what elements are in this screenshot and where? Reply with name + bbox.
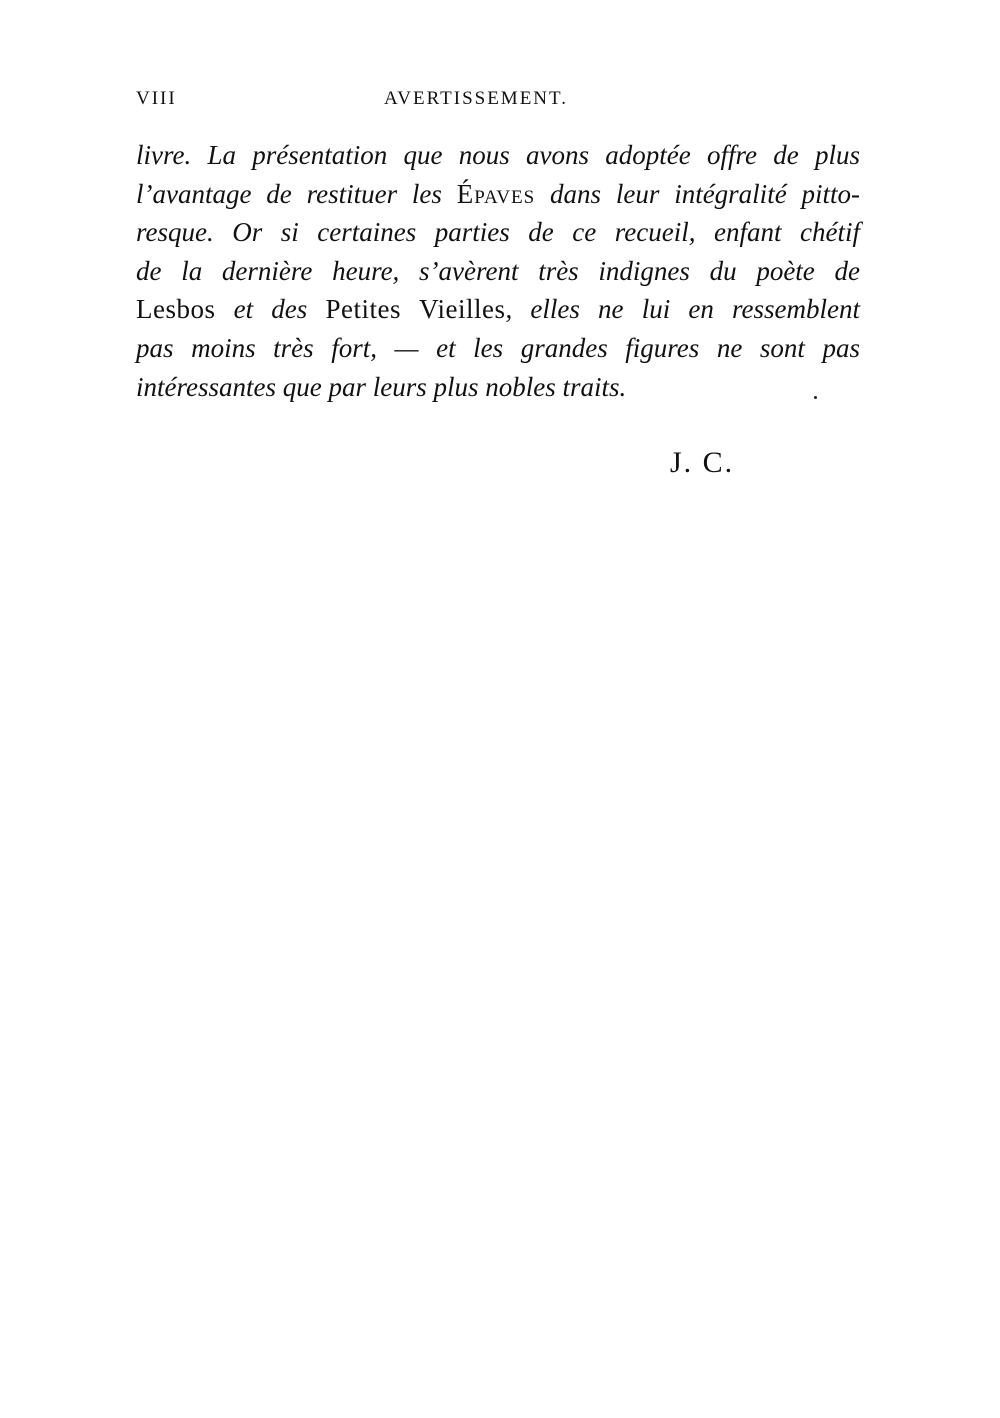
text-segment: intéressantes que par leurs plus nobles traits. [136,371,627,402]
running-head [136,88,860,114]
small-caps-title: Épaves [456,178,536,209]
text-segment: et des [215,294,326,325]
text-line-5 [136,290,860,329]
text-segment: dans leur intégralité pitto- [535,178,860,209]
text-line-6 [136,329,860,368]
poem-title-petites-vieilles: Petites Vieilles [325,294,506,325]
text-segment: l’avantage de restituer les [136,178,457,209]
text-segment: de la dernière heure, s’avèrent très indignes du poète de [136,255,860,286]
signature-initials: J. C. [670,446,735,479]
body-paragraph [136,136,860,406]
text-line-4 [136,252,860,291]
text-line-3 [136,213,860,252]
text-line-2 [136,175,860,214]
page-number: VIII [136,88,177,109]
text-segment: pas moins très fort, — et les grandes figures ne sont pas [136,332,860,363]
text-line-7 [136,368,860,407]
text-segment: , elles ne lui en ressemblent [505,294,860,325]
running-title: AVERTISSEMENT. [384,88,568,109]
text-line-1 [136,136,860,175]
text-segment: livre. La présentation que nous avons adoptée offre de plus [136,140,860,170]
poem-title-lesbos: Lesbos [136,294,216,325]
text-segment: resque. Or si certaines parties de ce recueil, enfant chétif [136,217,860,248]
ink-speck [814,396,817,399]
